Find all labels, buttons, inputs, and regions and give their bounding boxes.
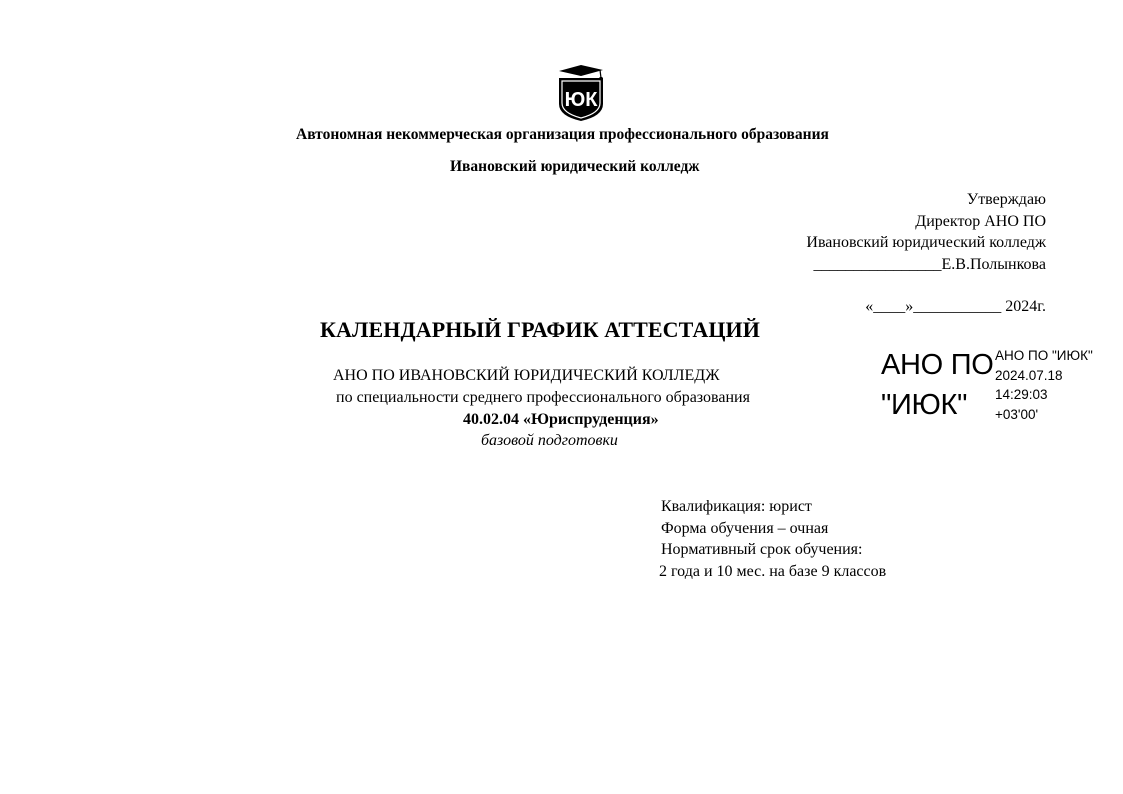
college-logo	[555, 64, 607, 122]
signature-time: 14:29:03	[995, 387, 1048, 402]
signature-date: 2024.07.18	[995, 367, 1063, 383]
signature-timezone: +03'00'	[995, 406, 1039, 422]
approval-organization: Ивановский юридический колледж	[806, 234, 1046, 251]
study-form: Форма обучения – очная	[661, 519, 829, 537]
org-short-name: Ивановский юридический колледж	[450, 158, 700, 175]
signature-details	[995, 346, 1093, 424]
signature-big-text	[881, 345, 994, 425]
qualification-title: Квалификация: юрист	[661, 498, 812, 515]
signature-signer: АНО ПО "ИЮК"	[995, 348, 1093, 363]
study-duration-label: Нормативный срок обучения:	[661, 541, 863, 558]
training-level: базовой подготовки	[481, 432, 618, 449]
approval-position: Директор АНО ПО	[915, 212, 1046, 230]
approval-date-line: «____»___________ 2024г.	[865, 298, 1046, 315]
specialty-intro: по специальности среднего профессионального образования	[336, 389, 750, 406]
page-title: КАЛЕНДАРНЫЙ ГРАФИК АТТЕСТАЦИЙ	[320, 317, 760, 342]
approval-block	[806, 189, 1046, 275]
qualification-block	[661, 496, 886, 582]
approval-heading: Утверждаю	[966, 191, 1046, 208]
signature-big-line2: "ИЮК"	[881, 389, 968, 421]
org-full-name: Автономная некоммерческая организация профессионального образования	[296, 126, 829, 143]
institution-name: АНО ПО ИВАНОВСКИЙ ЮРИДИЧЕСКИЙ КОЛЛЕДЖ	[333, 367, 720, 384]
logo-letters: ЮК	[564, 89, 598, 111]
approval-signature-line: ________________Е.В.Полынкова	[813, 255, 1046, 273]
study-duration-value: 2 года и 10 мес. на базе 9 классов	[659, 562, 887, 580]
specialty-code: 40.02.04 «Юриспруденция»	[463, 411, 659, 428]
signature-big-line1: АНО ПО	[881, 349, 994, 381]
